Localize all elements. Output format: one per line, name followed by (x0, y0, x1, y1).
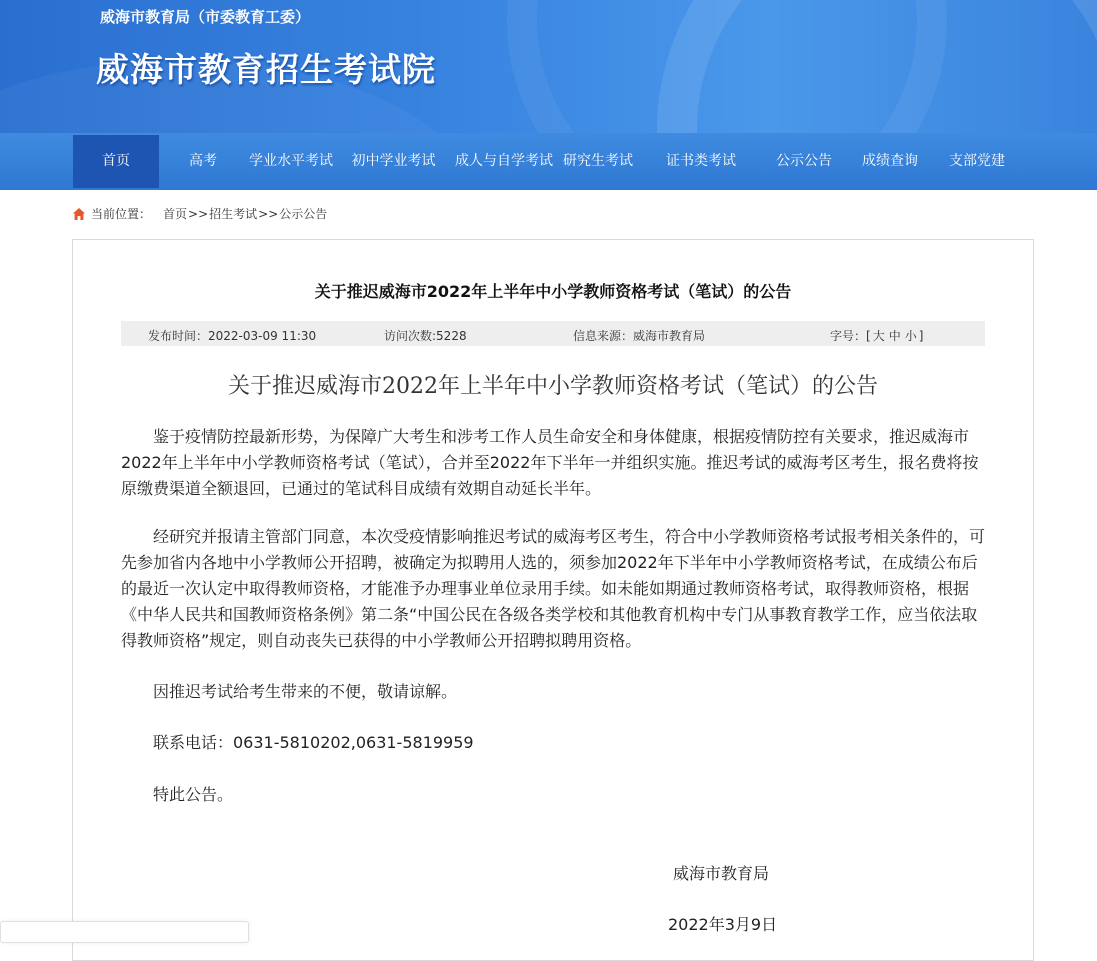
breadcrumb-exams[interactable]: 招生考试 (209, 207, 258, 221)
publish-date: 2022年3月9日 (668, 915, 778, 934)
publish-time: 发布时间：2022-03-09 11:30 (148, 329, 317, 343)
paragraph: 因推迟考试给考生带来的不便，敬请谅解。 (153, 682, 458, 701)
paragraph: 鉴于疫情防控最新形势，为保障广大考生和涉考工作人员生命安全和身体健康，根据疫情防控有关要求，推迟威海市2022年上半年中小学教师资格考试（笔试），合并至2022年下半年一并组织实施。推迟考试的威海考区考生，报名费将按原缴费渠道全额退回，已通过的笔试科目成绩有效期自动延长半年。 (121, 427, 979, 498)
nav-item-adult-self-study[interactable]: 成人与自学考试 (455, 153, 553, 169)
font-size-selector: 字号：[ 大 中 小 ] (830, 329, 924, 343)
nav-item-score-query[interactable]: 成绩查询 (862, 153, 918, 169)
nav-item-middle-school[interactable]: 初中学业考试 (351, 153, 436, 169)
visit-count: 访问次数:5228 (384, 329, 467, 343)
paragraph: 经研究并报请主管部门同意，本次受疫情影响推迟考试的威海考区考生，符合中小学教师资格考试报考相关条件的，可先参加省内各地中小学教师公开招聘，被确定为拟聘用人选的，须参加2022年下半年中小学教师资格考试，在成绩公布后的最近一次认定中取得教师资格，才能准予办理事业单位录用手续。如未能如期通过教师资格考试，取得教师资格，根据《中华人民共和国教师资格条例》第二条“中国公民在各级各类学校和其他教育机构中专门从事教育教学工作，应当依法取得教师资格”规定，则自动丧失已获得的中小学教师公开招聘拟聘用资格。 (121, 527, 986, 650)
breadcrumb-label: 当前位置： (91, 207, 152, 221)
nav-item-certificate[interactable]: 证书类考试 (666, 153, 736, 169)
main-nav (0, 133, 1097, 190)
nav-item-academic-proficiency[interactable]: 学业水平考试 (249, 153, 333, 169)
floating-panel[interactable] (0, 921, 249, 943)
document-title: 关于推迟威海市2022年上半年中小学教师资格考试（笔试）的公告 (228, 374, 878, 399)
nav-item-gaokao[interactable]: 高考 (189, 153, 217, 169)
font-size-large[interactable]: 大 (872, 329, 885, 343)
font-size-label: 字号： (830, 329, 867, 343)
site-header (0, 0, 1097, 133)
font-size-medium[interactable]: 中 (888, 329, 901, 343)
article-meta-bar (121, 321, 985, 346)
breadcrumb-separator: >> (258, 206, 279, 221)
breadcrumb-announcements[interactable]: 公示公告 (279, 207, 328, 221)
site-title[interactable]: 威海市教育招生考试院 (96, 50, 436, 89)
article-card (72, 239, 1034, 961)
home-icon (72, 207, 86, 221)
nav-item-announcements[interactable]: 公示公告 (776, 153, 832, 169)
nav-item-party-branch[interactable]: 支部党建 (949, 153, 1005, 169)
paragraph: 特此公告。 (153, 785, 234, 804)
nav-item-postgraduate[interactable]: 研究生考试 (563, 153, 633, 169)
info-source: 信息来源：威海市教育局 (573, 329, 706, 343)
contact-phone: 联系电话：0631-5810202,0631-5819959 (153, 733, 474, 752)
breadcrumb-separator: >> (188, 206, 209, 221)
article-title: 关于推迟威海市2022年上半年中小学教师资格考试（笔试）的公告 (314, 282, 792, 301)
nav-item-home[interactable]: 首页 (73, 135, 159, 188)
font-size-small[interactable]: 小 (904, 329, 917, 343)
breadcrumb (72, 205, 327, 222)
signature: 威海市教育局 (673, 864, 770, 883)
breadcrumb-home[interactable]: 首页 (163, 207, 188, 221)
org-name[interactable]: 威海市教育局（市委教育工委） (100, 8, 311, 26)
header-decoration (657, 0, 1097, 133)
